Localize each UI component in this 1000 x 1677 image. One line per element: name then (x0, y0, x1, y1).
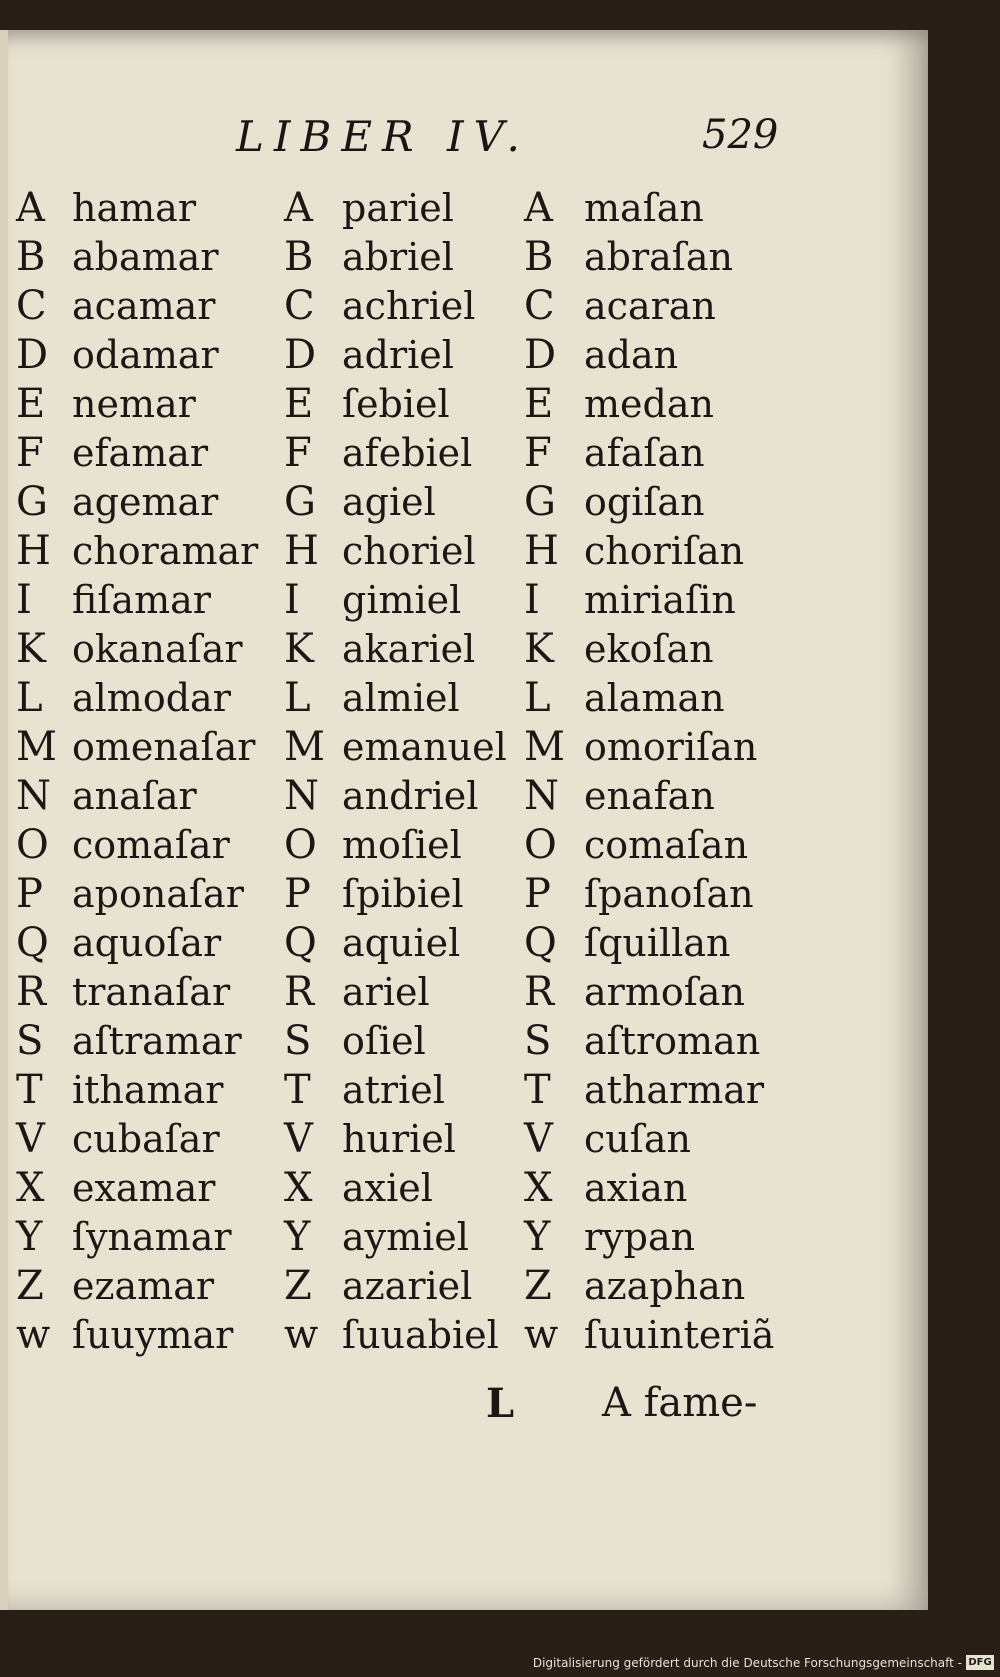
row-letter: P (16, 871, 43, 917)
cipher-word: aſtramar (72, 1019, 242, 1063)
row-letter: Q (284, 920, 317, 966)
cipher-word: abriel (342, 235, 454, 279)
cipher-word: aſtroman (584, 1019, 761, 1063)
row-letter: P (284, 871, 311, 917)
row-letter: K (284, 626, 314, 672)
cipher-word: tranaſar (72, 970, 231, 1014)
row-letter: M (284, 724, 325, 770)
cipher-word: choriel (342, 529, 476, 573)
row-letter: V (524, 1116, 553, 1162)
row-letter: w (524, 1312, 559, 1358)
table-row (0, 1262, 928, 1311)
cipher-word: akariel (342, 627, 476, 671)
row-letter: L (524, 675, 551, 721)
cipher-word: alaman (584, 676, 725, 720)
row-letter: X (284, 1165, 313, 1211)
row-letter: I (524, 577, 540, 623)
cipher-word: ſuuinteriã (584, 1313, 775, 1357)
cipher-word: aquoſar (72, 921, 222, 965)
cipher-word: abamar (72, 235, 219, 279)
cipher-word: acaran (584, 284, 716, 328)
row-letter: G (284, 479, 316, 525)
cipher-word: agiel (342, 480, 436, 524)
table-row (0, 1017, 928, 1066)
row-letter: A (284, 185, 313, 231)
row-letter: E (16, 381, 46, 427)
running-title: LIBER IV. (236, 112, 530, 161)
table-row (0, 674, 928, 723)
row-letter: R (284, 969, 315, 1015)
cipher-word: ariel (342, 970, 430, 1014)
row-letter: H (16, 528, 51, 574)
table-row (0, 478, 928, 527)
cipher-word: anaſar (72, 774, 197, 818)
row-letter: O (524, 822, 557, 868)
row-letter: w (284, 1312, 319, 1358)
cipher-word: pariel (342, 186, 454, 230)
cipher-word: ezamar (72, 1264, 215, 1308)
cipher-word: azaphan (584, 1264, 746, 1308)
cipher-word: choriſan (584, 529, 745, 573)
cipher-word: omoriſan (584, 725, 758, 769)
row-letter: Q (524, 920, 557, 966)
row-letter: A (16, 185, 45, 231)
row-letter: Y (284, 1214, 311, 1260)
row-letter: Y (524, 1214, 551, 1260)
book-page (0, 30, 928, 1610)
cipher-word: atriel (342, 1068, 445, 1112)
row-letter: P (524, 871, 551, 917)
cipher-word: aymiel (342, 1215, 469, 1259)
row-letter: L (284, 675, 311, 721)
row-letter: T (284, 1067, 311, 1113)
row-letter: w (16, 1312, 51, 1358)
cipher-word: ſebiel (342, 382, 450, 426)
row-letter: Y (16, 1214, 43, 1260)
table-row (0, 576, 928, 625)
row-letter: N (524, 773, 559, 819)
row-letter: D (284, 332, 317, 378)
cipher-word: azariel (342, 1264, 473, 1308)
row-letter: B (524, 234, 554, 280)
funding-credit: Digitalisierung gefördert durch die Deutsche Forschungsgemeinschaft - (532, 1656, 962, 1670)
row-letter: X (524, 1165, 553, 1211)
cipher-word: fiſamar (72, 578, 211, 622)
row-letter: F (524, 430, 552, 476)
cipher-word: ſquillan (584, 921, 731, 965)
table-row (0, 1311, 928, 1360)
cipher-word: axiel (342, 1166, 433, 1210)
cipher-word: comaſan (584, 823, 749, 867)
cipher-word: oſiel (342, 1019, 426, 1063)
row-letter: T (16, 1067, 43, 1113)
row-letter: S (524, 1018, 552, 1064)
cipher-word: comaſar (72, 823, 230, 867)
table-row (0, 1213, 928, 1262)
row-letter: F (284, 430, 312, 476)
table-row (0, 282, 928, 331)
cipher-word: atharmar (584, 1068, 765, 1112)
cipher-word: afaſan (584, 431, 705, 475)
table-row (0, 429, 928, 478)
row-letter: M (16, 724, 57, 770)
row-letter: M (524, 724, 565, 770)
row-letter: E (284, 381, 314, 427)
row-letter: L (16, 675, 43, 721)
table-row (0, 821, 928, 870)
table-row (0, 1066, 928, 1115)
row-letter: E (524, 381, 554, 427)
table-row (0, 1164, 928, 1213)
cipher-word: miriaſin (584, 578, 736, 622)
cipher-word: ſynamar (72, 1215, 232, 1259)
row-letter: V (16, 1116, 45, 1162)
cipher-word: ſuuabiel (342, 1313, 499, 1357)
cipher-word: maſan (584, 186, 704, 230)
dfg-logo: DFG (966, 1655, 994, 1670)
cipher-word: andriel (342, 774, 479, 818)
cipher-word: almodar (72, 676, 231, 720)
cipher-table (0, 184, 928, 1360)
table-row (0, 772, 928, 821)
row-letter: D (524, 332, 557, 378)
cipher-word: aquiel (342, 921, 461, 965)
cipher-word: ſpanoſan (584, 872, 754, 916)
row-letter: S (284, 1018, 312, 1064)
row-letter: Q (16, 920, 49, 966)
row-letter: H (284, 528, 319, 574)
cipher-word: adriel (342, 333, 454, 377)
cipher-word: armoſan (584, 970, 745, 1014)
cipher-word: ithamar (72, 1068, 224, 1112)
cipher-word: odamar (72, 333, 219, 377)
row-letter: N (16, 773, 51, 819)
cipher-word: omenaſar (72, 725, 256, 769)
cipher-word: ekoſan (584, 627, 714, 671)
digitization-footer (0, 1651, 1000, 1677)
page-number: 529 (702, 112, 779, 158)
cipher-word: abraſan (584, 235, 733, 279)
row-letter: D (16, 332, 49, 378)
row-letter: B (284, 234, 314, 280)
row-letter: H (524, 528, 559, 574)
row-letter: K (16, 626, 46, 672)
cipher-word: okanaſar (72, 627, 243, 671)
catchword: A fame- (602, 1380, 758, 1426)
cipher-word: ſuuymar (72, 1313, 234, 1357)
page-header (0, 112, 928, 162)
cipher-word: rypan (584, 1215, 696, 1259)
cipher-word: almiel (342, 676, 460, 720)
cipher-word: axian (584, 1166, 688, 1210)
table-row (0, 870, 928, 919)
cipher-word: enafan (584, 774, 715, 818)
table-row (0, 331, 928, 380)
cipher-word: cuſan (584, 1117, 691, 1161)
row-letter: S (16, 1018, 44, 1064)
row-letter: Z (284, 1263, 312, 1309)
cipher-word: achriel (342, 284, 476, 328)
row-letter: X (16, 1165, 45, 1211)
cipher-word: afebiel (342, 431, 473, 475)
row-letter: V (284, 1116, 313, 1162)
row-letter: G (524, 479, 556, 525)
row-letter: Z (524, 1263, 552, 1309)
row-letter: G (16, 479, 48, 525)
row-letter: C (284, 283, 315, 329)
table-row (0, 968, 928, 1017)
row-letter: C (524, 283, 555, 329)
row-letter: O (284, 822, 317, 868)
cipher-word: agemar (72, 480, 219, 524)
row-letter: T (524, 1067, 551, 1113)
row-letter: I (284, 577, 300, 623)
cipher-word: acamar (72, 284, 216, 328)
cipher-word: nemar (72, 382, 196, 426)
cipher-word: examar (72, 1166, 216, 1210)
row-letter: A (524, 185, 553, 231)
table-row (0, 233, 928, 282)
cipher-word: ogiſan (584, 480, 705, 524)
row-letter: K (524, 626, 554, 672)
cipher-word: aponaſar (72, 872, 244, 916)
cipher-word: hamar (72, 186, 196, 230)
row-letter: Z (16, 1263, 44, 1309)
cipher-word: ſpibiel (342, 872, 464, 916)
cipher-word: efamar (72, 431, 209, 475)
cipher-word: choramar (72, 529, 259, 573)
signature-mark: L (486, 1380, 515, 1427)
row-letter: R (524, 969, 555, 1015)
row-letter: R (16, 969, 47, 1015)
table-row (0, 380, 928, 429)
table-row (0, 527, 928, 576)
table-row (0, 723, 928, 772)
catchline (0, 1380, 928, 1440)
row-letter: N (284, 773, 319, 819)
cipher-word: cubaſar (72, 1117, 220, 1161)
row-letter: F (16, 430, 44, 476)
row-letter: B (16, 234, 46, 280)
row-letter: I (16, 577, 32, 623)
cipher-word: emanuel (342, 725, 507, 769)
cipher-word: moſiel (342, 823, 462, 867)
cipher-word: adan (584, 333, 679, 377)
cipher-word: gimiel (342, 578, 462, 622)
cipher-word: medan (584, 382, 714, 426)
row-letter: O (16, 822, 49, 868)
table-row (0, 184, 928, 233)
table-row (0, 625, 928, 674)
cipher-word: huriel (342, 1117, 456, 1161)
table-row (0, 1115, 928, 1164)
row-letter: C (16, 283, 47, 329)
table-row (0, 919, 928, 968)
